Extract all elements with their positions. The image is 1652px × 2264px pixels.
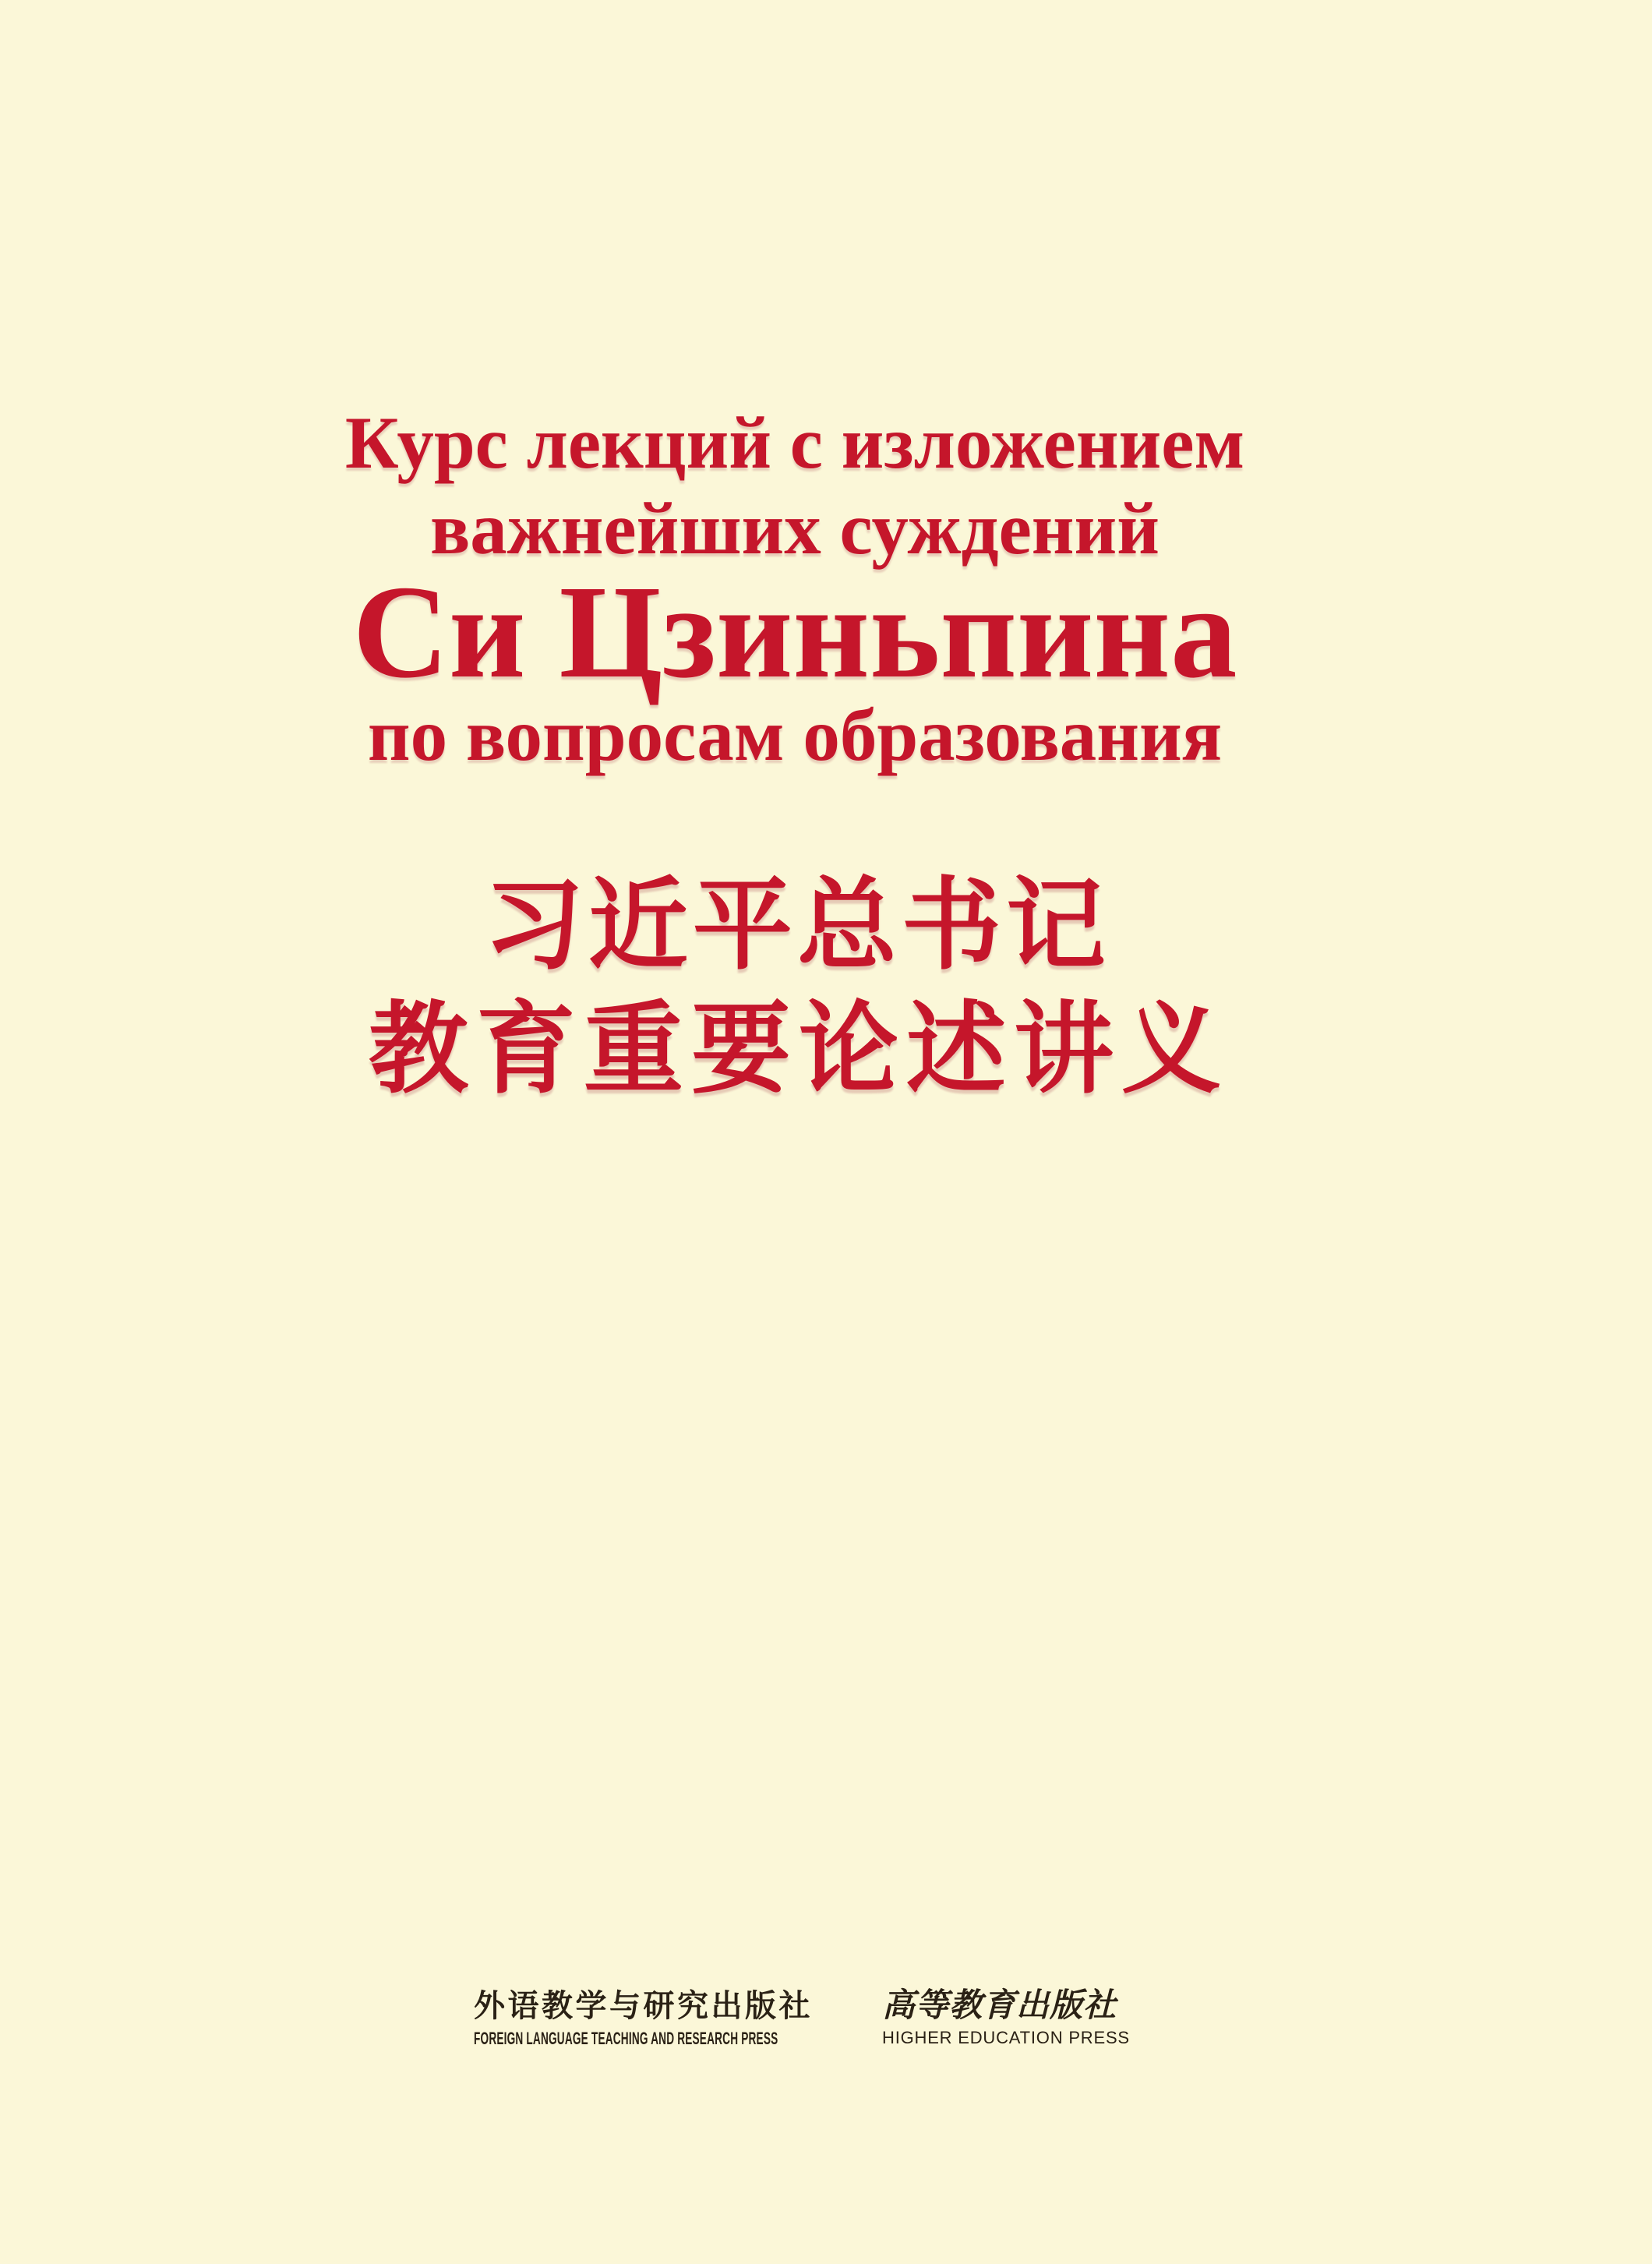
russian-title-line-4: по вопросам образования <box>367 694 1223 776</box>
publisher-fltrp-english-name: FOREIGN LANGUAGE TEACHING AND RESEARCH PRESS <box>474 2029 778 2048</box>
russian-title-line-3: Си Цзиньпина <box>352 558 1237 705</box>
publisher-hep-english-name: HIGHER EDUCATION PRESS <box>882 2028 1130 2048</box>
russian-title-line-2: важнейших суждений <box>430 487 1160 570</box>
publisher-hep-chinese-name: 高等教育出版社 <box>882 1988 1117 2024</box>
publisher-hep-logo <box>882 1988 1130 2048</box>
russian-title-line-1: Курс лекций с изложением <box>344 401 1245 484</box>
chinese-title-line-1: 习近平总书记 <box>483 871 1110 981</box>
chinese-title-line-2: 教育重要论述讲义 <box>368 994 1229 1105</box>
publisher-fltrp-logo <box>474 1989 814 2047</box>
publisher-fltrp-chinese-name: 外语教学与研究出版社 <box>474 1989 813 2023</box>
publisher-logos-row <box>0 1989 1590 2047</box>
